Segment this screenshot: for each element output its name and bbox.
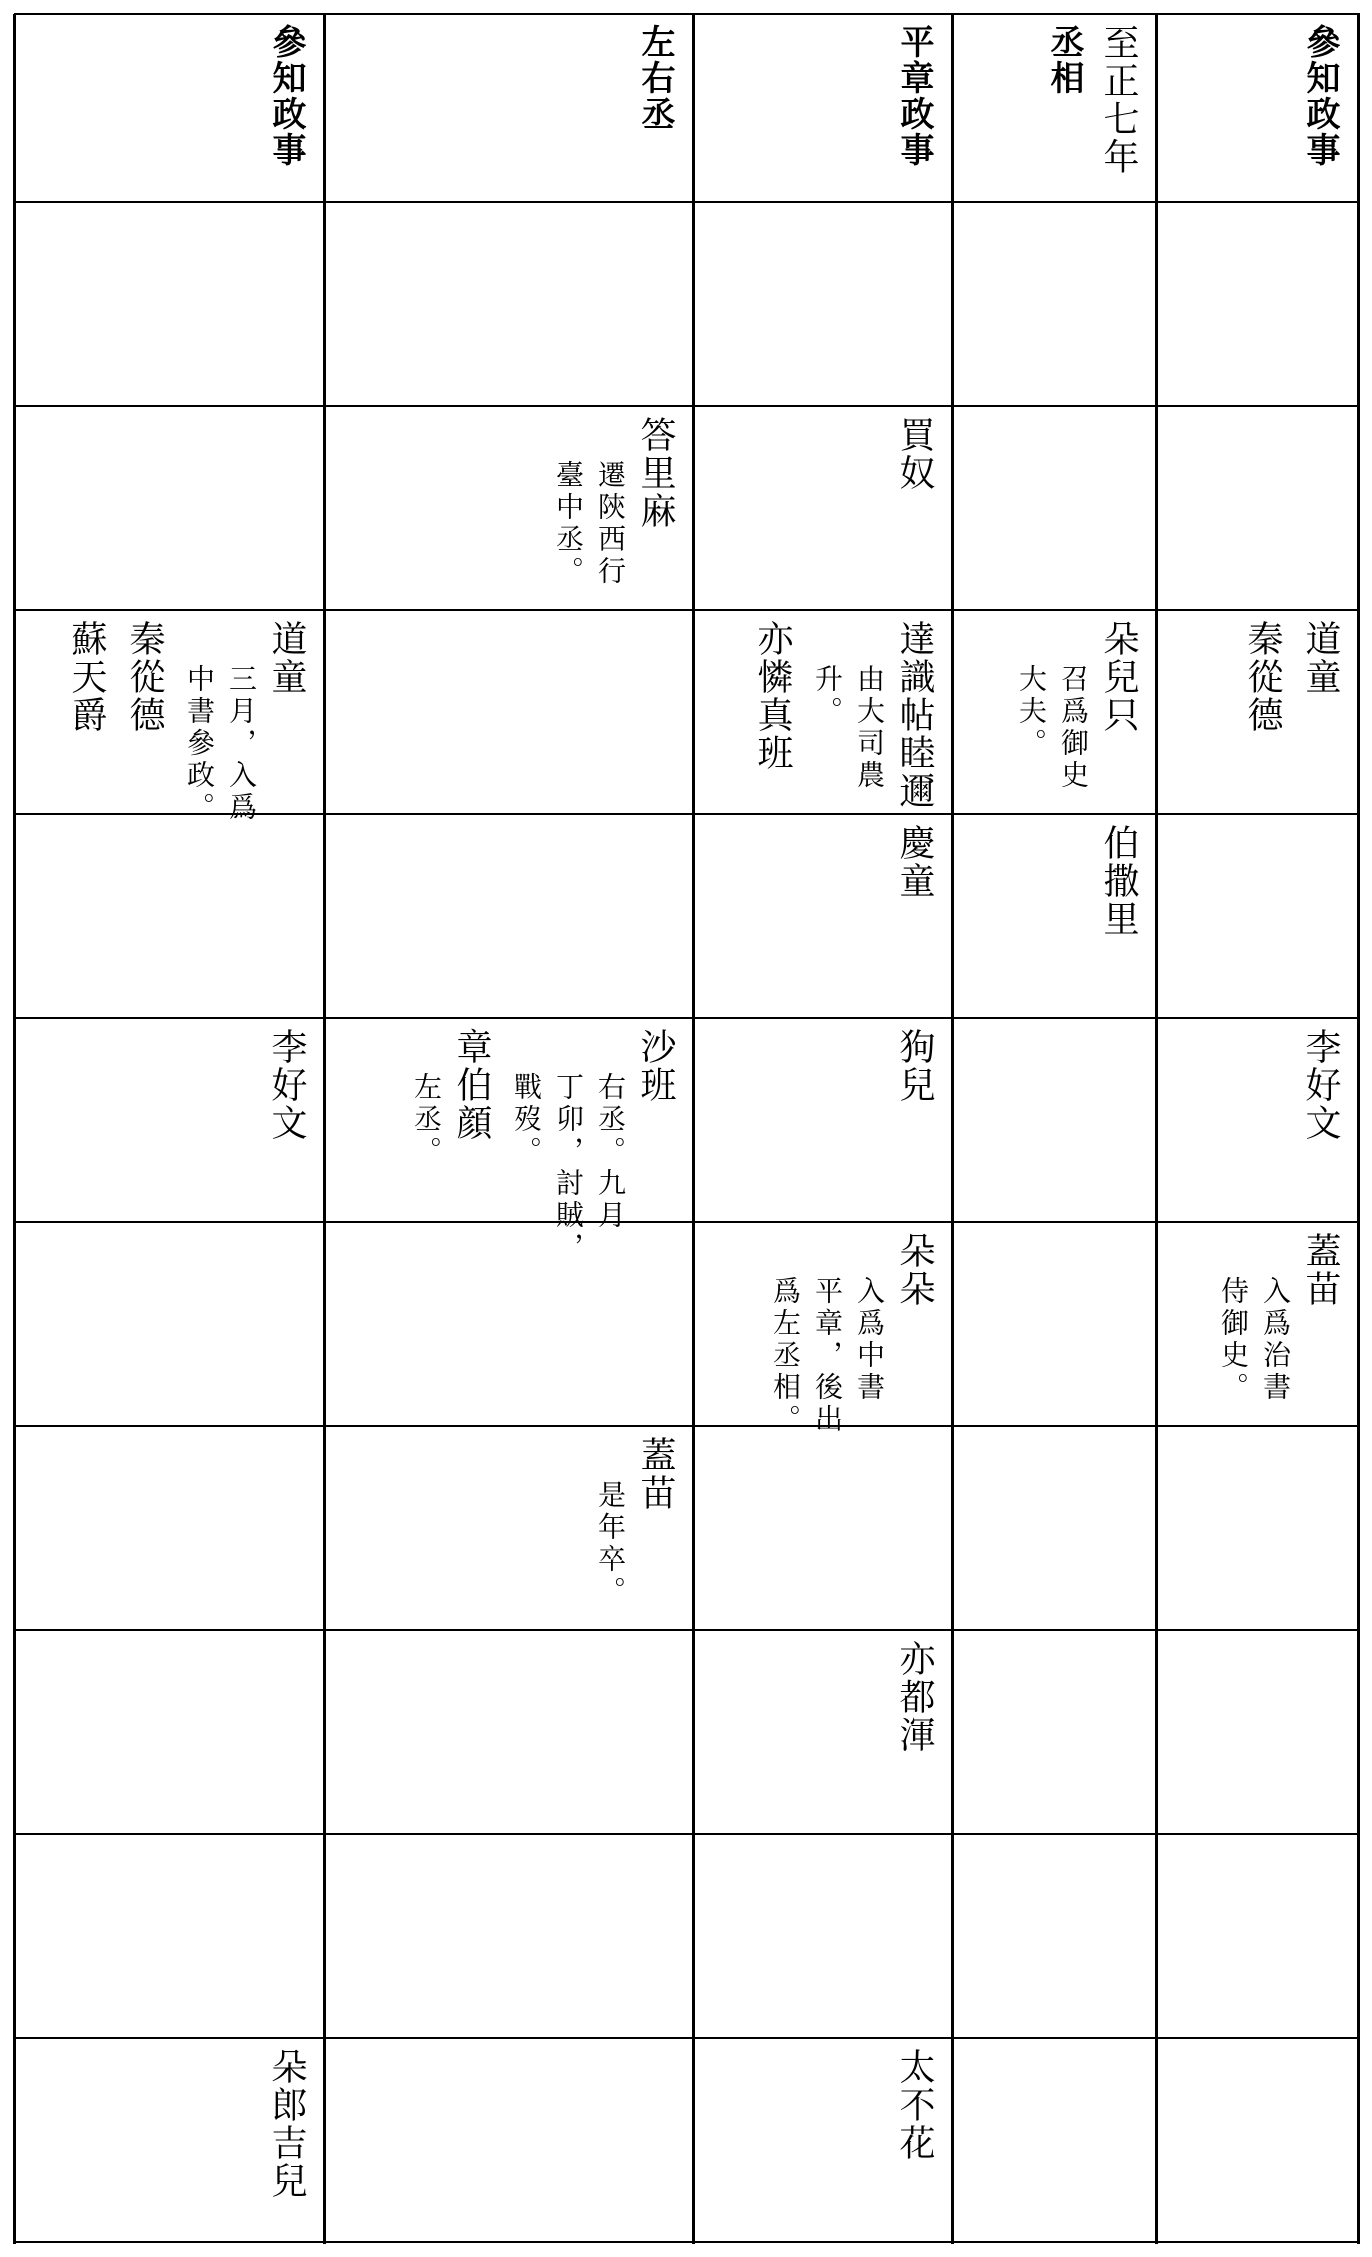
table-cell <box>952 1222 1156 1426</box>
official-entry <box>1300 620 1340 696</box>
table-cell <box>1156 406 1358 610</box>
official-entry <box>266 1028 306 1142</box>
annotation-line: 侍御史。 <box>1217 1276 1250 1404</box>
table-cell <box>1156 610 1358 814</box>
table-cell <box>324 1630 693 1834</box>
table-cell <box>14 406 324 610</box>
header-cell-pingzhang <box>693 14 952 202</box>
table-cell <box>324 1834 693 2038</box>
official-name: 蘇天爵 <box>66 620 107 734</box>
annotation-line: 升。 <box>811 664 844 728</box>
official-name: 伯撒里 <box>1098 824 1139 938</box>
official-name: 李好文 <box>1300 1028 1341 1142</box>
official-entry <box>1242 620 1282 734</box>
table-cell <box>14 1018 324 1222</box>
header-entry <box>1044 24 1138 176</box>
official-entry <box>66 620 106 734</box>
table-cell <box>693 202 952 406</box>
official-name: 秦從德 <box>1242 620 1283 734</box>
official-name: 道童 <box>266 620 307 696</box>
table-cell <box>693 814 952 1018</box>
table-cell <box>952 610 1156 814</box>
table-cell <box>324 610 693 814</box>
official-entry <box>810 620 934 810</box>
official-name: 朵朵 <box>894 1232 935 1308</box>
annotation-line: 遷陝西行 <box>594 460 627 588</box>
column-header-text: 參知政事 <box>266 24 306 168</box>
annotation-line: 三月，入爲 <box>225 664 258 824</box>
table-cell <box>1156 2038 1358 2242</box>
annotation-line: 左丞。 <box>410 1072 443 1168</box>
official-name: 達識帖睦邇 <box>894 620 935 810</box>
table-cell <box>952 2038 1156 2242</box>
table-cell <box>14 1426 324 1630</box>
table-cell <box>693 1222 952 1436</box>
official-entry <box>266 2048 306 2200</box>
table-cell <box>952 1630 1156 1834</box>
table-cell <box>693 1018 952 1222</box>
header-entry <box>635 24 675 132</box>
annotation-line: 丁卯，討賊， <box>552 1072 585 1264</box>
official-entry <box>1216 1232 1340 1404</box>
annotation-line: 爲左丞相。 <box>769 1276 802 1436</box>
table-cell <box>693 1426 952 1630</box>
official-name: 道童 <box>1300 620 1341 696</box>
official-entry <box>752 620 792 772</box>
official-name: 蓋苗 <box>1300 1232 1341 1308</box>
header-entry <box>1300 24 1340 168</box>
annotation-line: 召爲御史 <box>1057 664 1090 792</box>
annotation-line: 戰歿。 <box>510 1072 543 1168</box>
annotation-line: 大夫。 <box>1015 664 1048 760</box>
table-cell <box>1156 1222 1358 1426</box>
annotation-line: 是年卒。 <box>594 1480 627 1608</box>
year-label: 至正七年 <box>1098 24 1139 176</box>
table-cell <box>14 1630 324 1834</box>
table-cell <box>324 1426 693 1630</box>
official-entry <box>551 416 675 588</box>
table-cell <box>1156 1630 1358 1834</box>
official-entry <box>1300 1028 1340 1142</box>
column-header-text: 參知政事 <box>1300 24 1340 168</box>
official-entry <box>894 824 934 900</box>
table-cell <box>693 1834 952 2038</box>
header-cell-canzhi-right <box>1156 14 1358 202</box>
table-cell <box>1156 814 1358 1018</box>
table-cell <box>1156 1018 1358 1222</box>
annotation-line: 中書參政。 <box>183 664 216 824</box>
table-cell <box>1156 1426 1358 1630</box>
table-cell <box>693 1630 952 1834</box>
table-cell <box>952 1426 1156 1630</box>
table-cell <box>14 1222 324 1426</box>
table-cell <box>324 1222 693 1426</box>
table-cell <box>324 1018 693 1264</box>
official-name: 狗兒 <box>894 1028 935 1104</box>
header-cell-canzhi-left <box>14 14 324 202</box>
official-name: 蓋苗 <box>635 1436 676 1512</box>
official-name: 朵兒只 <box>1098 620 1139 734</box>
official-entry <box>894 2048 934 2162</box>
official-entry <box>1098 824 1138 938</box>
official-name: 太不花 <box>894 2048 935 2162</box>
column-header-text: 左右丞 <box>635 24 675 132</box>
annotation-line: 由大司農 <box>853 664 886 792</box>
table-cell <box>14 610 324 824</box>
column-header-text: 丞相 <box>1044 24 1084 96</box>
header-entry <box>894 24 934 168</box>
table-cell <box>952 202 1156 406</box>
table-cell <box>952 1018 1156 1222</box>
table-cell <box>14 202 324 406</box>
official-name: 李好文 <box>266 1028 307 1142</box>
header-cell-zuoyou <box>324 14 693 202</box>
header-cell-chengxiang <box>952 14 1156 202</box>
header-entry <box>266 24 306 168</box>
official-name: 亦都渾 <box>894 1640 935 1754</box>
table-cell <box>1156 1834 1358 2038</box>
official-name: 沙班 <box>635 1028 676 1104</box>
table-cell <box>14 1834 324 2038</box>
annotation-line: 入爲治書 <box>1259 1276 1292 1404</box>
table-cell <box>14 814 324 1018</box>
table-cell <box>952 406 1156 610</box>
table-cell <box>324 2038 693 2242</box>
official-entry <box>894 1028 934 1104</box>
table-cell <box>693 610 952 814</box>
table-cell <box>952 1834 1156 2038</box>
table-cell <box>693 2038 952 2242</box>
table-cell <box>324 202 693 406</box>
official-entry <box>1014 620 1138 792</box>
official-name: 章伯顔 <box>451 1028 492 1142</box>
annotation-line: 臺中丞。 <box>552 460 585 588</box>
official-entry <box>768 1232 934 1436</box>
official-entry <box>894 1640 934 1754</box>
official-entry <box>894 416 934 492</box>
official-entry <box>409 1028 491 1168</box>
official-name: 答里麻 <box>635 416 676 530</box>
annotation-line: 右丞。九月 <box>594 1072 627 1232</box>
official-name: 慶童 <box>894 824 935 900</box>
annotation-line: 入爲中書 <box>853 1276 886 1404</box>
official-entry <box>593 1436 675 1608</box>
table-cell <box>14 2038 324 2242</box>
table-cell <box>1156 202 1358 406</box>
official-name: 買奴 <box>894 416 935 492</box>
table-cell <box>952 814 1156 1018</box>
table-cell <box>693 406 952 610</box>
table-cell <box>324 406 693 610</box>
table-cell <box>324 814 693 1018</box>
official-name: 朵郎吉兒 <box>266 2048 307 2200</box>
official-name: 秦從德 <box>124 620 165 734</box>
official-entry <box>124 620 164 734</box>
official-entry <box>182 620 306 824</box>
official-name: 亦憐真班 <box>752 620 793 772</box>
annotation-line: 平章，後出 <box>811 1276 844 1436</box>
column-header-text: 平章政事 <box>894 24 934 168</box>
